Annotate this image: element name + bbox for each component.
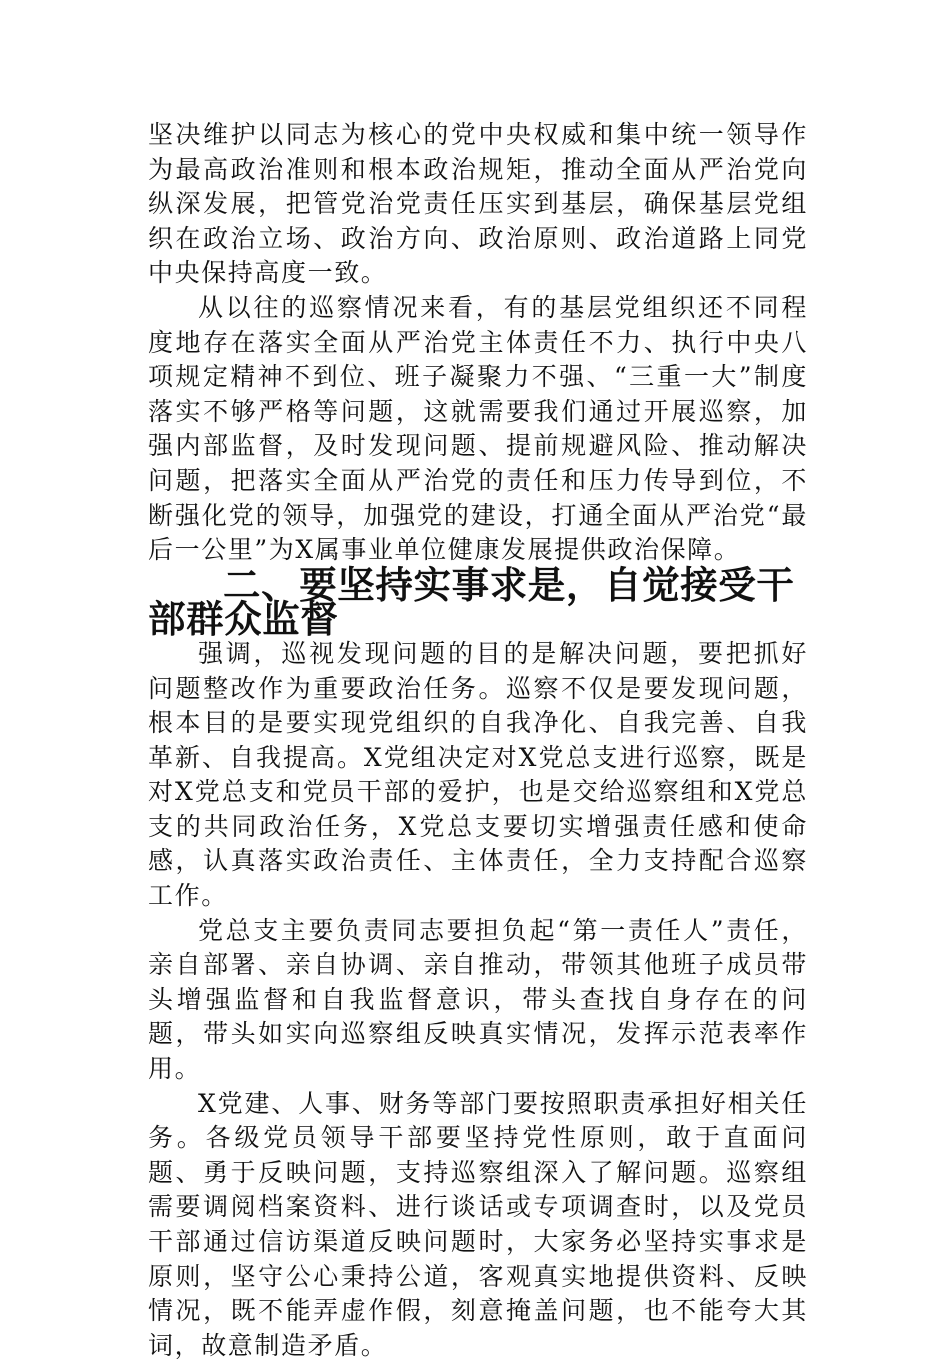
paragraph-first-responsible-person: 党总支主要负责同志要担负起“第一责任人”责任，亲自部署、亲自协调、亲自推动，带领其他班子成员带头增强监督和自我监督意识，带头查找自身存在的问题，带头如实向巡察组反映真实情况，发挥示范表率作用。 (148, 915, 808, 1084)
document-page (148, 118, 808, 1363)
paragraph-departments-duties: X党建、人事、财务等部门要按照职责承担好相关任务。各级党员领导干部要坚持党性原则，敢于直面问题、勇于反映问题，支持巡察组深入了解问题。巡察组需要调阅档案资料、进行谈话或专项调查时，以及党员干部通过信访渠道反映问题时，大家务必坚持实事求是原则，坚守公心秉持公道，客观真实地提供资料、反映情况，既不能弄虚作假，刻意掩盖问题，也不能夸大其词，故意制造矛盾。 (148, 1088, 808, 1360)
paragraph-continuation: 坚决维护以同志为核心的党中央权威和集中统一领导作为最高政治准则和根本政治规矩，推动全面从严治党向纵深发展，把管党治党责任压实到基层，确保基层党组织在政治立场、政治方向、政治原则、政治道路上同党中央保持高度一致。 (148, 120, 808, 288)
paragraph-inspection-situation: 从以往的巡察情况来看，有的基层党组织还不同程度地存在落实全面从严治党主体责任不力、执行中央八项规定精神不到位、班子凝聚力不强、“三重一大”制度落实不够严格等问题，这就需要我们通过开展巡察，加强内部监督，及时发现问题、提前规避风险、推动解决问题，把落实全面从严治党的责任和压力传导到位，不断强化党的领导，加强党的建设，打通全面从严治党“最后一公里”为X属事业单位健康发展提供政治保障。 (148, 292, 808, 565)
paragraph-problem-rectification: 强调，巡视发现问题的目的是解决问题，要把抓好问题整改作为重要政治任务。巡察不仅是要发现问题，根本目的是要实现党组织的自我净化、自我完善、自我革新、自我提高。X党组决定对X党总支进行巡察，既是对X党总支和党员干部的爱护，也是交给巡察组和X党总支的共同政治任务，X党总支要切实增强责任感和使命感，认真落实政治责任、主体责任，全力支持配合巡察工作。 (148, 638, 808, 911)
section-heading: 二、要坚持实事求是，自觉接受干部群众监督 (148, 562, 795, 642)
